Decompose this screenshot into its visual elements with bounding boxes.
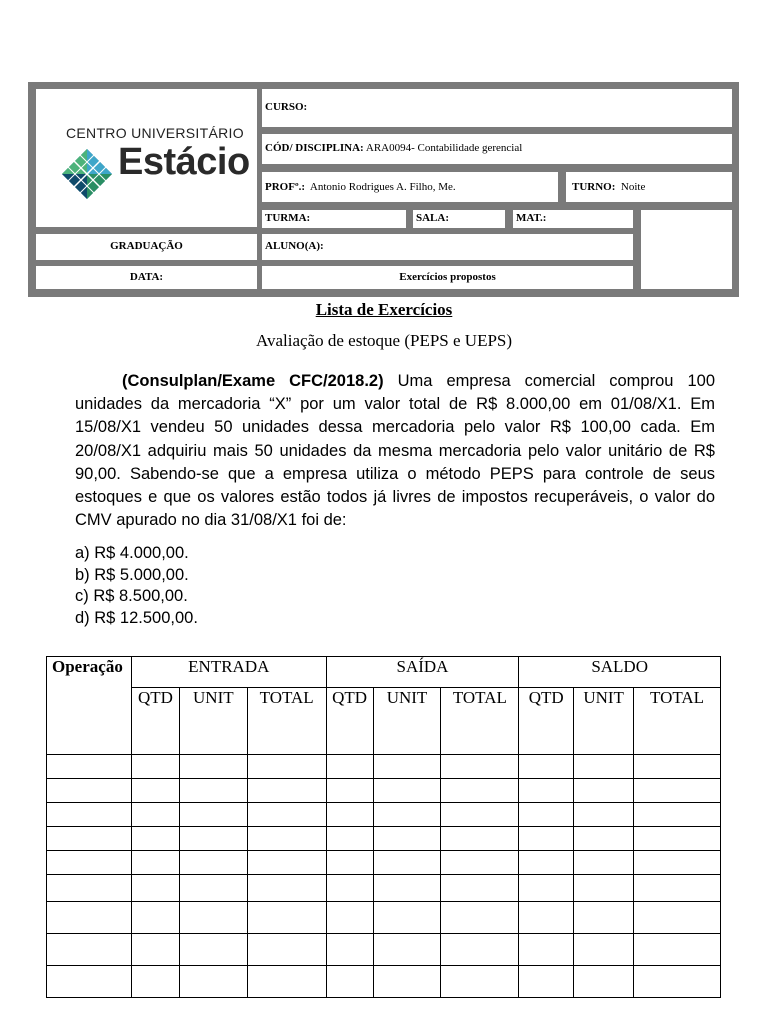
table-cell[interactable]: [519, 875, 574, 902]
table-cell[interactable]: [179, 803, 247, 827]
table-cell[interactable]: [574, 934, 634, 966]
table-cell[interactable]: [131, 851, 179, 875]
table-cell[interactable]: [179, 851, 247, 875]
table-cell[interactable]: [47, 755, 132, 779]
curso-label: CURSO:: [265, 101, 308, 113]
table-cell[interactable]: [179, 779, 247, 803]
table-cell[interactable]: [441, 851, 519, 875]
table-cell[interactable]: [634, 779, 721, 803]
table-cell[interactable]: [247, 934, 326, 966]
prof-label: PROFº.:: [265, 181, 305, 193]
table-cell[interactable]: [131, 755, 179, 779]
entrada-qtd-header: QTD: [131, 688, 179, 755]
sala-label: SALA:: [416, 212, 450, 224]
table-cell[interactable]: [47, 902, 132, 934]
table-cell[interactable]: [131, 779, 179, 803]
table-cell[interactable]: [373, 779, 441, 803]
entrada-header: ENTRADA: [131, 657, 326, 688]
saldo-qtd-header: QTD: [519, 688, 574, 755]
aluno-label: ALUNO(A):: [265, 240, 324, 252]
prof-value: Antonio Rodrigues A. Filho, Me.: [309, 181, 456, 193]
option-d: d) R$ 12.500,00.: [75, 608, 198, 627]
table-cell[interactable]: [47, 851, 132, 875]
matricula-field: [513, 210, 633, 228]
table-cell[interactable]: [179, 902, 247, 934]
saida-header: SAÍDA: [326, 657, 519, 688]
table-row: [47, 827, 721, 851]
saldo-total-header: TOTAL: [634, 688, 721, 755]
table-cell[interactable]: [247, 851, 326, 875]
table-cell[interactable]: [179, 755, 247, 779]
saida-unit-header: UNIT: [373, 688, 441, 755]
table-cell[interactable]: [326, 966, 373, 998]
page-title: Lista de Exercícios: [315, 300, 453, 319]
logo-line1: CENTRO UNIVERSITÁRIO: [66, 125, 244, 141]
table-cell[interactable]: [441, 827, 519, 851]
sala-field: [413, 210, 505, 228]
table-cell[interactable]: [326, 755, 373, 779]
option-b: b) R$ 5.000,00.: [75, 565, 189, 584]
table-cell[interactable]: [574, 851, 634, 875]
table-cell[interactable]: [326, 827, 373, 851]
table-cell[interactable]: [441, 875, 519, 902]
header-block: [28, 82, 739, 297]
table-cell[interactable]: [519, 779, 574, 803]
table-cell[interactable]: [441, 902, 519, 934]
table-cell[interactable]: [131, 966, 179, 998]
table-row: [47, 779, 721, 803]
blank-box: [641, 210, 732, 289]
table-cell[interactable]: [326, 779, 373, 803]
table-cell[interactable]: [373, 934, 441, 966]
table-cell[interactable]: [574, 875, 634, 902]
question-body: Uma empresa comercial comprou 100 unidades da mercadoria “X” por um valor total de R$ 8.000,00 em 01/08/X1. Em 15/08/X1 vendeu 50 unidades dessa mercadoria pelo valor R$ 100,00 cada. Em 20/08/X1 adquiriu mais 50 unidades da mesma mercadoria pelo valor unitário de R$ 90,00. Sabendo-se que a empresa utiliza o método PEPS para controle de seus estoques e que os valores estão todos já livres de impostos recuperáveis, o valor do CMV apurado no dia 31/08/X1 foi de:: [75, 372, 715, 530]
table-cell[interactable]: [326, 851, 373, 875]
table-cell[interactable]: [47, 779, 132, 803]
table-cell[interactable]: [634, 934, 721, 966]
table-cell[interactable]: [519, 755, 574, 779]
professor-field: [262, 172, 558, 202]
table-cell[interactable]: [247, 803, 326, 827]
logo-diamond-icon: [60, 147, 114, 201]
table-cell[interactable]: [441, 966, 519, 998]
table-cell[interactable]: [373, 851, 441, 875]
table-header-row: [47, 657, 721, 688]
option-c: c) R$ 8.500,00.: [75, 587, 188, 605]
table-cell[interactable]: [247, 875, 326, 902]
table-cell[interactable]: [574, 966, 634, 998]
table-cell[interactable]: [47, 875, 132, 902]
table-cell[interactable]: [373, 875, 441, 902]
table-row: [47, 875, 721, 902]
table-cell[interactable]: [373, 827, 441, 851]
question-text: [75, 370, 715, 532]
table-cell[interactable]: [131, 827, 179, 851]
table-cell[interactable]: [47, 803, 132, 827]
entrada-total-header: TOTAL: [247, 688, 326, 755]
aluno-field: [262, 234, 633, 260]
table-cell[interactable]: [179, 934, 247, 966]
table-cell[interactable]: [634, 851, 721, 875]
table-cell[interactable]: [441, 755, 519, 779]
table-row: [47, 902, 721, 934]
table-cell[interactable]: [247, 966, 326, 998]
table-cell[interactable]: [373, 803, 441, 827]
table-cell[interactable]: [441, 803, 519, 827]
turma-label: TURMA:: [265, 212, 311, 224]
page-subtitle: Avaliação de estoque (PEPS e UEPS): [255, 331, 513, 350]
saldo-header: SALDO: [519, 657, 721, 688]
table-cell[interactable]: [179, 875, 247, 902]
table-row: [47, 851, 721, 875]
table-cell[interactable]: [574, 779, 634, 803]
mat-label: MAT.:: [516, 212, 547, 224]
table-cell[interactable]: [519, 851, 574, 875]
inventory-table: [46, 656, 721, 998]
table-cell[interactable]: [131, 803, 179, 827]
turno-field: [566, 172, 732, 202]
saldo-unit-header: UNIT: [574, 688, 634, 755]
table-cell[interactable]: [519, 827, 574, 851]
data-cell: [36, 266, 257, 289]
table-cell[interactable]: [131, 934, 179, 966]
cod-label: CÓD/ DISCIPLINA:: [265, 142, 364, 154]
exercicios-cell: [262, 266, 633, 289]
table-cell[interactable]: [326, 875, 373, 902]
table-cell[interactable]: [47, 966, 132, 998]
table-cell[interactable]: [634, 803, 721, 827]
option-a: a) R$ 4.000,00.: [75, 544, 189, 562]
table-subheader-row: [47, 688, 721, 755]
table-cell[interactable]: [373, 966, 441, 998]
institution-logo: [36, 89, 257, 227]
table-cell[interactable]: [519, 902, 574, 934]
table-cell[interactable]: [247, 902, 326, 934]
table-cell[interactable]: [634, 966, 721, 998]
answer-options: [75, 543, 198, 629]
turno-label: TURNO:: [572, 181, 616, 193]
table-cell[interactable]: [574, 827, 634, 851]
cod-value: ARA0094- Contabilidade gerencial: [365, 142, 523, 154]
table-cell[interactable]: [519, 803, 574, 827]
table-cell[interactable]: [326, 902, 373, 934]
table-cell[interactable]: [247, 755, 326, 779]
data-label: DATA:: [129, 271, 164, 283]
operacao-header: Operação: [47, 657, 132, 755]
saida-qtd-header: QTD: [326, 688, 373, 755]
table-cell[interactable]: [634, 827, 721, 851]
table-cell[interactable]: [326, 934, 373, 966]
table-cell[interactable]: [247, 779, 326, 803]
table-cell[interactable]: [47, 934, 132, 966]
table-cell[interactable]: [373, 755, 441, 779]
table-cell[interactable]: [131, 902, 179, 934]
table-cell[interactable]: [634, 875, 721, 902]
table-cell[interactable]: [326, 803, 373, 827]
table-cell[interactable]: [519, 934, 574, 966]
table-cell[interactable]: [634, 902, 721, 934]
table-row: [47, 755, 721, 779]
turno-value: Noite: [620, 181, 646, 193]
entrada-unit-header: UNIT: [179, 688, 247, 755]
table-cell[interactable]: [47, 827, 132, 851]
graduacao-cell: [36, 234, 257, 260]
table-cell[interactable]: [441, 934, 519, 966]
table-cell[interactable]: [247, 827, 326, 851]
table-cell[interactable]: [574, 902, 634, 934]
turma-field: [262, 210, 406, 228]
question-source: (Consulplan/Exame CFC/2018.2): [122, 372, 384, 390]
table-cell[interactable]: [519, 966, 574, 998]
table-cell[interactable]: [373, 902, 441, 934]
table-cell[interactable]: [441, 779, 519, 803]
table-cell[interactable]: [574, 755, 634, 779]
table-cell[interactable]: [179, 966, 247, 998]
table-cell[interactable]: [574, 803, 634, 827]
table-row: [47, 934, 721, 966]
curso-field: [262, 89, 732, 127]
table-row: [47, 966, 721, 998]
table-cell[interactable]: [179, 827, 247, 851]
saida-total-header: TOTAL: [441, 688, 519, 755]
exercicios-label: Exercícios propostos: [399, 271, 496, 283]
logo-line2: Estácio: [118, 141, 250, 183]
table-cell[interactable]: [634, 755, 721, 779]
graduacao-label: GRADUAÇÃO: [110, 240, 183, 252]
disciplina-field: [262, 134, 732, 164]
table-cell[interactable]: [131, 875, 179, 902]
table-row: [47, 803, 721, 827]
